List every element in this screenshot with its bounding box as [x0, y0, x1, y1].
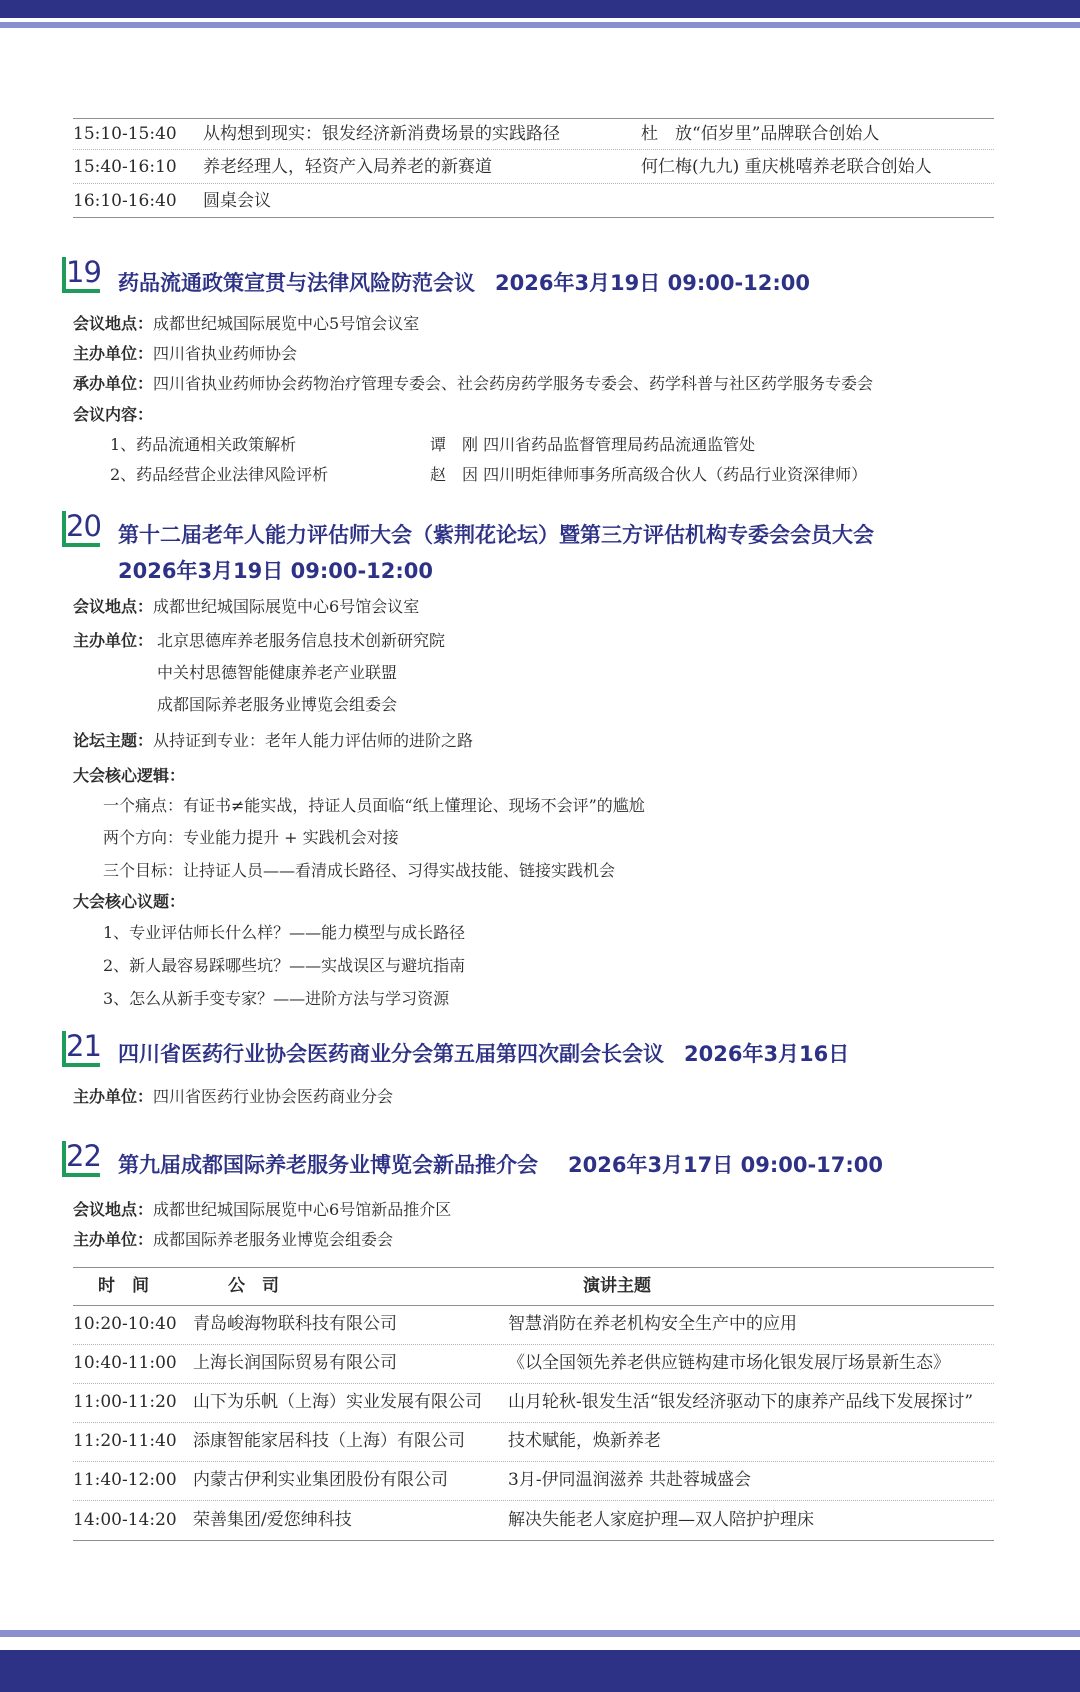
row-company: 青岛峻海物联科技有限公司 [193, 1314, 397, 1334]
row-topic: 解决失能老人家庭护理—双人陪护护理床 [508, 1510, 814, 1530]
row-topic: 技术赋能，焕新养老 [508, 1431, 661, 1451]
section-date: 2026年3月19日 09:00-12:00 [118, 559, 433, 583]
row-time: 16:10-16:40 [73, 191, 177, 211]
section-number: 20 [66, 509, 101, 543]
host-value: 成都国际养老服务业博览会组委会 [157, 695, 398, 714]
row-speaker: 杜 放“佰岁里”品牌联合创始人 [641, 124, 880, 144]
row-divider [73, 1461, 994, 1462]
host-label: 主办单位： [73, 1230, 154, 1249]
venue-label: 会议地点： [73, 597, 154, 616]
venue-line [73, 597, 419, 617]
row-divider [73, 1500, 994, 1501]
logic-item: 一个痛点：有证书≠能实战，持证人员面临“纸上懂理论、现场不会评”的尴尬 [103, 796, 645, 815]
table-bottom-rule [73, 1540, 994, 1541]
section-number-badge [62, 511, 102, 547]
row-divider [73, 183, 994, 184]
logic-label: 大会核心逻辑： [73, 766, 186, 785]
logic-item: 两个方向：专业能力提升 + 实践机会对接 [103, 828, 399, 847]
section-title-text: 药品流通政策宣贯与法律风险防范会议 [118, 271, 475, 295]
top-band [0, 0, 1080, 18]
section-title [118, 270, 810, 296]
row-company: 荣善集团/爱您绅科技 [193, 1510, 352, 1530]
row-time: 11:40-12:00 [73, 1470, 177, 1490]
row-topic: 《以全国领先养老供应链构建市场化银发展厅场景新生态》 [508, 1353, 950, 1373]
header-company: 公 司 [228, 1276, 279, 1296]
row-topic: 圆桌会议 [203, 191, 271, 211]
content-item-speaker: 赵 因 四川明炬律师事务所高级合伙人（药品行业资深律师） [430, 465, 868, 484]
row-divider [73, 149, 994, 150]
section-title [118, 1041, 849, 1067]
bottom-band-accent [0, 1630, 1080, 1637]
row-topic: 山月轮秋-银发生活“银发经济驱动下的康养产品线下发展探讨” [508, 1392, 974, 1412]
top-band-accent [0, 22, 1080, 28]
table-bottom-rule [73, 217, 994, 218]
header-rule [73, 1305, 994, 1306]
organizer-label: 承办单位： [73, 374, 154, 393]
table-top-rule [73, 118, 994, 119]
row-divider [73, 1422, 994, 1423]
host-label: 主办单位： [73, 1087, 154, 1106]
row-speaker: 何仁梅(九九) 重庆桃嘻养老联合创始人 [641, 157, 932, 177]
row-time: 11:00-11:20 [73, 1392, 177, 1412]
table-top-rule [73, 1267, 994, 1268]
venue-value: 成都世纪城国际展览中心6号馆会议室 [153, 597, 420, 616]
header-time: 时 间 [98, 1276, 149, 1296]
header-topic: 演讲主题 [583, 1276, 651, 1296]
row-time: 10:40-11:00 [73, 1353, 177, 1373]
section-title-text: 第九届成都国际养老服务业博览会新品推介会 [118, 1153, 538, 1177]
theme-label: 论坛主题： [73, 731, 154, 750]
content-label: 会议内容： [73, 405, 154, 424]
row-company: 上海长润国际贸易有限公司 [193, 1353, 397, 1373]
theme-line [73, 731, 473, 751]
host-line [73, 1087, 393, 1107]
host-label: 主办单位： [73, 631, 154, 650]
host-line [73, 344, 297, 364]
organizer-value: 四川省执业药师协会药物治疗管理专委会、社会药房药学服务专委会、药学科普与社区药学服务专委会 [153, 374, 874, 393]
row-time: 11:20-11:40 [73, 1431, 177, 1451]
section-number-badge [62, 1141, 102, 1177]
venue-value: 成都世纪城国际展览中心5号馆会议室 [153, 314, 420, 333]
issue-item: 1、专业评估师长什么样？——能力模型与成长路径 [103, 923, 466, 942]
section-title: 第十二届老年人能力评估师大会（紫荆花论坛）暨第三方评估机构专委会会员大会 [118, 523, 874, 547]
issue-item: 3、怎么从新手变专家？——进阶方法与学习资源 [103, 989, 450, 1008]
row-time: 15:40-16:10 [73, 157, 177, 177]
section-date: 2026年3月16日 [684, 1042, 850, 1066]
row-topic: 从构想到现实：银发经济新消费场景的实践路径 [203, 124, 560, 144]
row-time: 15:10-15:40 [73, 124, 177, 144]
section-title-text: 四川省医药行业协会医药商业分会第五届第四次副会长会议 [118, 1042, 664, 1066]
row-topic: 3月-伊同温润滋养 共赴蓉城盛会 [508, 1470, 751, 1490]
section-title [118, 1152, 883, 1178]
bottom-band [0, 1650, 1080, 1692]
section-number: 19 [66, 255, 101, 289]
issue-item: 2、新人最容易踩哪些坑？——实战误区与避坑指南 [103, 956, 466, 975]
row-topic: 智慧消防在养老机构安全生产中的应用 [508, 1314, 797, 1334]
organizer-line [73, 374, 873, 394]
logic-item: 三个目标：让持证人员——看清成长路径、习得实战技能、链接实践机会 [103, 861, 616, 880]
row-time: 10:20-10:40 [73, 1314, 177, 1334]
row-topic: 养老经理人，轻资产入局养老的新赛道 [203, 157, 492, 177]
venue-label: 会议地点： [73, 314, 154, 333]
row-company: 添康智能家居科技（上海）有限公司 [193, 1431, 465, 1451]
section-number: 22 [66, 1139, 101, 1173]
content-item-topic: 2、药品经营企业法律风险评析 [110, 465, 329, 484]
host-value: 成都国际养老服务业博览会组委会 [153, 1230, 394, 1249]
theme-value: 从持证到专业：老年人能力评估师的进阶之路 [153, 731, 474, 750]
issues-label: 大会核心议题： [73, 892, 186, 911]
row-divider [73, 1383, 994, 1384]
row-divider [73, 1344, 994, 1345]
section-date: 2026年3月19日 09:00-12:00 [495, 271, 810, 295]
row-company: 山下为乐帆（上海）实业发展有限公司 [193, 1392, 482, 1412]
venue-label: 会议地点： [73, 1200, 154, 1219]
section-number-badge [62, 1031, 102, 1067]
host-value: 四川省执业药师协会 [153, 344, 298, 363]
content-item-speaker: 谭 刚 四川省药品监督管理局药品流通监管处 [430, 435, 756, 454]
row-company: 内蒙古伊利实业集团股份有限公司 [193, 1470, 448, 1490]
host-label: 主办单位： [73, 344, 154, 363]
venue-value: 成都世纪城国际展览中心6号馆新品推介区 [153, 1200, 452, 1219]
venue-line [73, 314, 419, 334]
row-time: 14:00-14:20 [73, 1510, 177, 1530]
section-number: 21 [66, 1029, 101, 1063]
host-value: 中关村思德智能健康养老产业联盟 [157, 663, 398, 682]
content-item-topic: 1、药品流通相关政策解析 [110, 435, 297, 454]
section-number-badge [62, 257, 102, 293]
host-value: 四川省医药行业协会医药商业分会 [153, 1087, 394, 1106]
section-date: 2026年3月17日 09:00-17:00 [568, 1153, 883, 1177]
host-line [73, 1230, 393, 1250]
venue-line [73, 1200, 451, 1220]
host-value: 北京思德库养老服务信息技术创新研究院 [157, 631, 446, 650]
